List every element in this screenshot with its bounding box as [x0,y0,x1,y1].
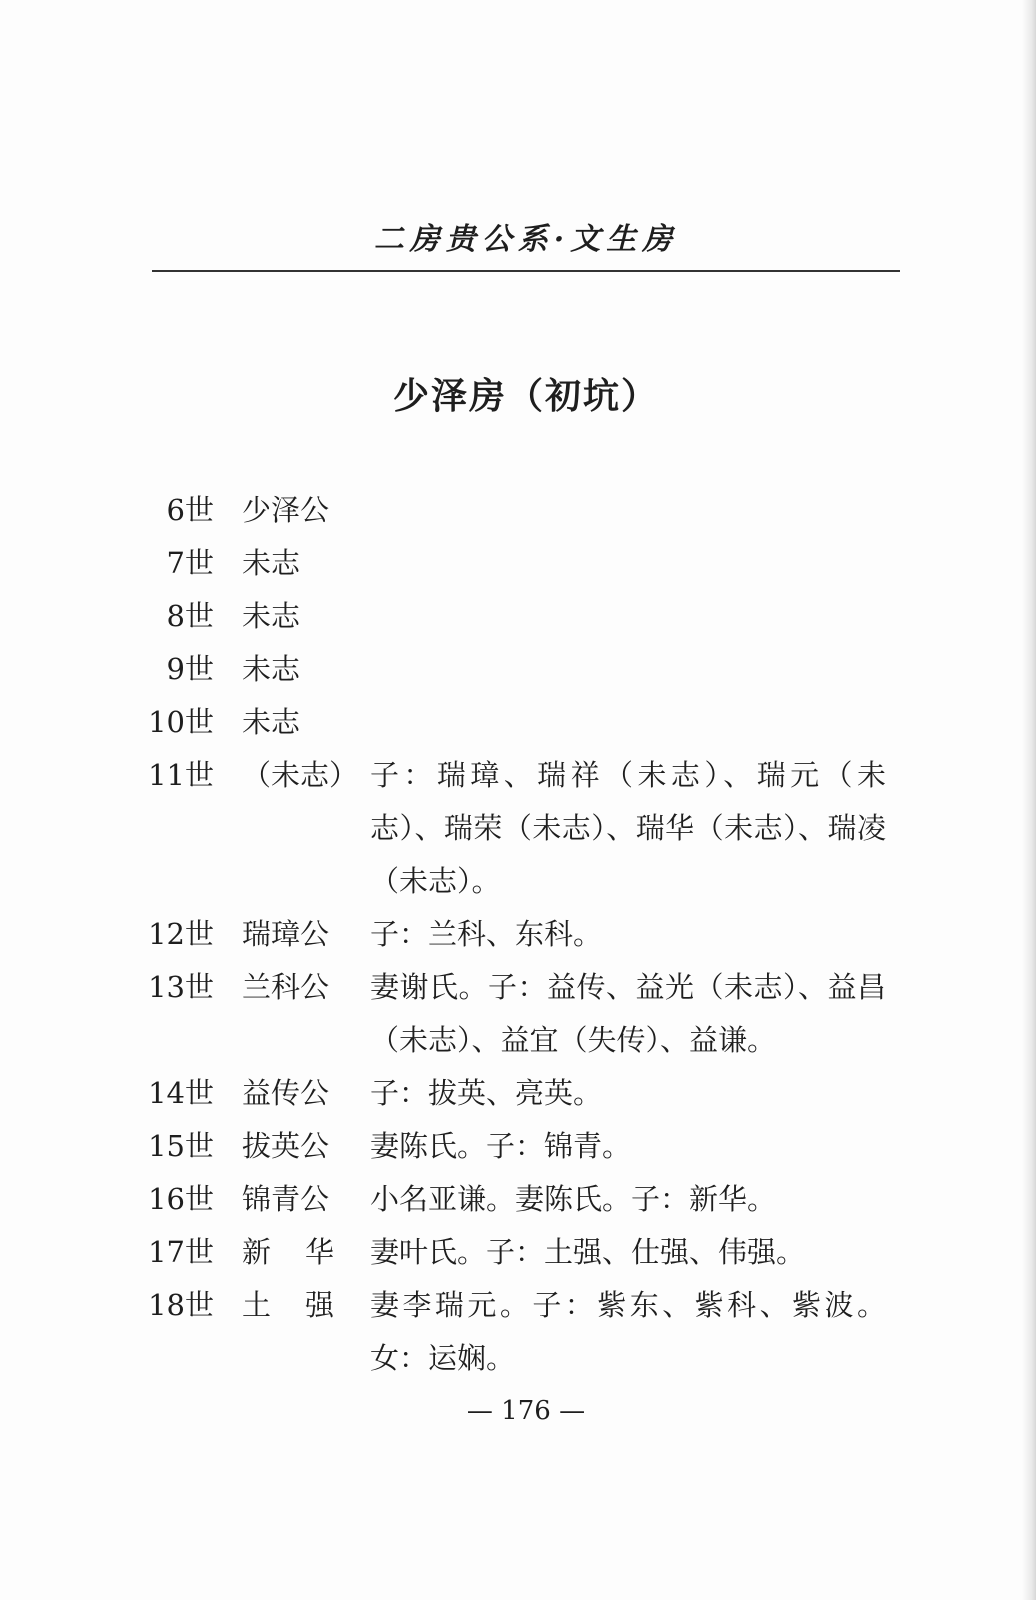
genealogy-entry [148,590,900,643]
entry-note: 妻李瑞元。子：紫东、紫科、紫波。女：运娴。 [370,1288,886,1375]
genealogy-entry [148,749,900,908]
generation-label: 15世 [148,1129,214,1163]
genealogy-entry [148,1226,900,1279]
generation-label: 6世 [166,493,214,527]
genealogy-entry [148,961,900,1067]
entry-note: 妻叶氏。子：土强、仕强、伟强。 [370,1235,806,1269]
ancestor-name: 未志 [242,546,301,580]
ancestor-name: 少泽公 [242,493,330,527]
ancestor-name: 拔英公 [242,1129,330,1163]
header-rule [152,270,900,272]
ancestor-name: 土强 [242,1288,369,1322]
entry-note: 小名亚谦。妻陈氏。子：新华。 [370,1182,777,1216]
ancestor-name: 未志 [242,599,301,633]
entry-note: 子：拔英、亮英。 [370,1076,603,1110]
genealogy-entry [148,1067,900,1120]
page-number: — 176 — [466,1396,586,1426]
generation-label: 18世 [148,1288,214,1322]
ancestor-name: 未志 [242,652,301,686]
ancestor-name: 未志 [242,705,301,739]
entry-note: 妻陈氏。子：锦青。 [370,1129,632,1163]
ancestor-name: 益传公 [242,1076,330,1110]
ancestor-name: 瑞璋公 [242,917,330,951]
generation-label: 16世 [148,1182,214,1216]
ancestor-name: 新华 [242,1235,369,1269]
entry-note: 子：瑞璋、瑞祥（未志）、瑞元（未志）、瑞荣（未志）、瑞华（未志）、瑞凌（未志）。 [370,758,886,898]
generation-label: 12世 [148,917,214,951]
generation-label: 9世 [166,652,214,686]
generation-label: 11世 [148,758,214,792]
generation-label: 7世 [166,546,214,580]
genealogy-entry [148,696,900,749]
ancestor-name: 锦青公 [242,1182,330,1216]
scan-edge-shadow [1022,0,1036,1600]
genealogy-entry [148,908,900,961]
genealogy-list [148,484,900,1385]
generation-label: 17世 [148,1235,214,1269]
entry-note: 子：兰科、东科。 [370,917,603,951]
ancestor-name: 兰科公 [242,970,330,1004]
ancestor-name: （未志） [242,758,359,792]
genealogy-entry [148,484,900,537]
generation-label: 8世 [166,599,214,633]
genealogy-entry [148,537,900,590]
genealogy-entry [148,643,900,696]
generation-label: 10世 [148,705,214,739]
entry-note: 妻谢氏。子：益传、益光（未志）、益昌（未志）、益宜（失传）、益谦。 [370,970,886,1057]
genealogy-entry [148,1120,900,1173]
generation-label: 13世 [148,970,214,1004]
genealogy-entry [148,1173,900,1226]
genealogy-entry [148,1279,900,1385]
generation-label: 14世 [148,1076,214,1110]
section-title: 少泽房（初坑） [392,375,659,417]
running-header: 二房贵公系·文生房 [373,222,679,257]
